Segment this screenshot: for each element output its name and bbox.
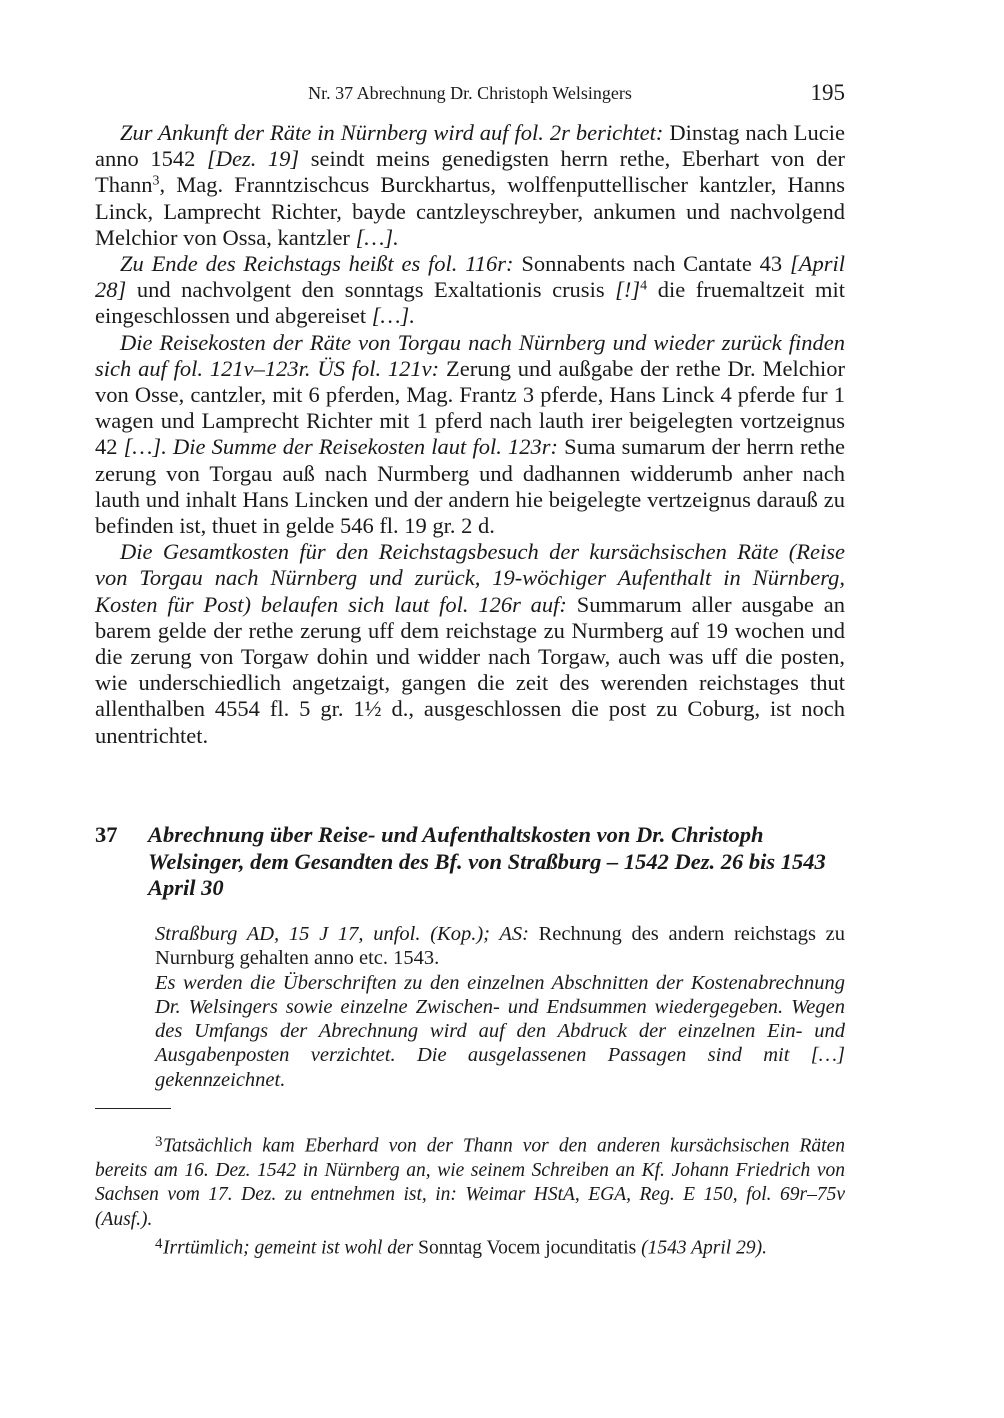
quoted-text: Rechnung des andern reichstags zu Nurnburg gehalten anno etc. 1543. bbox=[155, 923, 845, 970]
source-note bbox=[155, 922, 845, 1092]
main-text bbox=[95, 120, 845, 749]
editorial-text: (1543 April 29). bbox=[641, 1237, 767, 1259]
editorial-text: Tatsächlich kam Eberhard von der Thann vor den anderen kursächsischen Räten bereits am 16. Dez. 1542 in Nürnberg an, wie seinem Schreiben an Kf. Johann Friedrich von Sachsen vom 17. Dez. zu entnehmen ist, in: Weimar HStA, EGA, Reg. E 150, fol. 69r–75v (Ausf.). bbox=[95, 1135, 845, 1230]
quoted-text: , Mag. Franntzischcus Burckhartus, wolffenputtellischer kantzler, Hanns Linck, Lamprecht Richter, bayde cantzleyschreyber, ankumen und nachvolgend Melchior von Ossa, kantzler bbox=[95, 172, 845, 250]
editorial-text: Die Gesamtkosten für den Reichstagsbesuch der kursächsischen Räte (Reise von Torgau nach Nürnberg und zurück, 19-wöchiger Aufenthalt in Nürnberg, Kosten für Post) belaufen sich laut fol. 126r auf: bbox=[95, 539, 845, 617]
editorial-text: Zu Ende des Reichstags heißt es fol. 116r: bbox=[120, 251, 514, 277]
footnote-mark: 4 bbox=[155, 1236, 163, 1253]
editorial-text: [April 28] bbox=[95, 251, 846, 303]
source-citation bbox=[155, 922, 845, 971]
quoted-text: seindt meins genedigsten herrn rethe, Eberhart von der Thann bbox=[95, 146, 845, 198]
editorial-text: Straßburg AD, 15 J 17, unfol. (Kop.); AS: bbox=[155, 923, 529, 945]
footnote-3 bbox=[95, 1130, 845, 1232]
editorial-text: [Dez. 19] bbox=[206, 146, 300, 172]
editorial-text: […]. bbox=[355, 224, 399, 250]
quoted-text: Summarum aller ausgabe an barem gelde der rethe zerung uff dem reichstage zu Nurmberg auf 19 wochen und die zerung von Torgaw dohin und widder nach Torgaw, auch was uff die posten, wie underschiedlich angetzaigt, gangen die zeit des werenden reichstages thut allenthalben 4554 fl. 5 gr. 1½ d., ausgeschlossen die post zu Coburg, ist noch unentrichtet. bbox=[95, 591, 845, 748]
quoted-text: Sonnabents nach Cantate 43 bbox=[513, 251, 790, 277]
paragraph-total-costs bbox=[95, 539, 845, 749]
editorial-text: Die Reisekosten der Räte von Torgau nach Nürnberg und wieder zurück finden sich auf fol. 121v–123r. ÜS fol. 121v: bbox=[95, 329, 845, 381]
footnote-4 bbox=[95, 1232, 845, 1261]
running-title: Nr. 37 Abrechnung Dr. Christoph Welsingers bbox=[308, 83, 632, 103]
document-heading bbox=[95, 822, 845, 902]
paragraph-end-of-diet bbox=[95, 251, 845, 330]
document-number: 37 bbox=[95, 822, 118, 847]
editorial-text: Irrtümlich; gemeint ist wohl der bbox=[163, 1237, 414, 1259]
footnote-mark: 3 bbox=[155, 1134, 163, 1150]
quoted-text: und nachvolgent den sonntags Exaltationis crusis bbox=[126, 277, 616, 303]
quoted-text: die fruemaltzeit mit eingeschlossen und abgereiset bbox=[95, 277, 845, 329]
footnote-text bbox=[163, 1238, 767, 1259]
editorial-text: [!] bbox=[615, 277, 641, 303]
footnote-divider bbox=[95, 1108, 171, 1109]
document-title: Abrechnung über Reise- und Aufenthaltskosten von Dr. Christoph Welsinger, dem Gesandten des Bf. von Straßburg – 1542 Dez. 26 bis 1543 April 30 bbox=[148, 822, 826, 900]
footnote-text bbox=[95, 1135, 845, 1230]
quoted-text: Sonntag Vocem jocunditatis bbox=[413, 1237, 642, 1259]
page-number: 195 bbox=[810, 80, 845, 105]
quoted-text: Zerung und außgabe der rethe Dr. Melchior von Osse, cantzler, mit 6 pferden, Mag. Frantz 3 pferde, Hans Linck 4 pferde fur 1 wagen und Lamprecht Richter mit 1 pferd nach lauth irer beigelegten vortzeignus 42 bbox=[95, 355, 845, 460]
editorial-text: […]. Die Summe der Reisekosten laut fol. 123r: bbox=[123, 434, 559, 460]
quoted-text: Dinstag nach Lucie anno 1542 bbox=[95, 120, 845, 172]
footnote-reference: 4 bbox=[640, 278, 648, 294]
footnotes bbox=[95, 1130, 845, 1261]
editorial-text: Zur Ankunft der Räte in Nürnberg wird auf fol. 2r berichtet: bbox=[120, 120, 664, 145]
footnote-reference: 3 bbox=[152, 173, 160, 189]
paragraph-travel-costs bbox=[95, 330, 845, 540]
editorial-text: Es werden die Überschriften zu den einzelnen Abschnitten der Kostenabrechnung Dr. Welsingers sowie einzelne Zwischen- und Endsummen wiedergegeben. Wegen des Umfangs der Abrechnung wird auf den Abdruck der einzelnen Ein- und Ausgabenposten verzichtet. Die ausgelassenen Passagen sind mit […] gekennzeichnet. bbox=[155, 971, 845, 1091]
paragraph-arrival bbox=[95, 120, 845, 251]
editorial-note bbox=[155, 971, 845, 1092]
quoted-text: Suma sumarum der herrn rethe zerung von Torgau auß nach Nurmberg und dadhannen widderumb anher nach lauth und inhalt Hans Lincken und der andern hie beigelegte vertzeignus darauß zu befinden ist, thuet in gelde 546 fl. 19 gr. 2 d. bbox=[95, 434, 845, 539]
page-header bbox=[95, 80, 845, 108]
editorial-text: […]. bbox=[371, 303, 415, 329]
